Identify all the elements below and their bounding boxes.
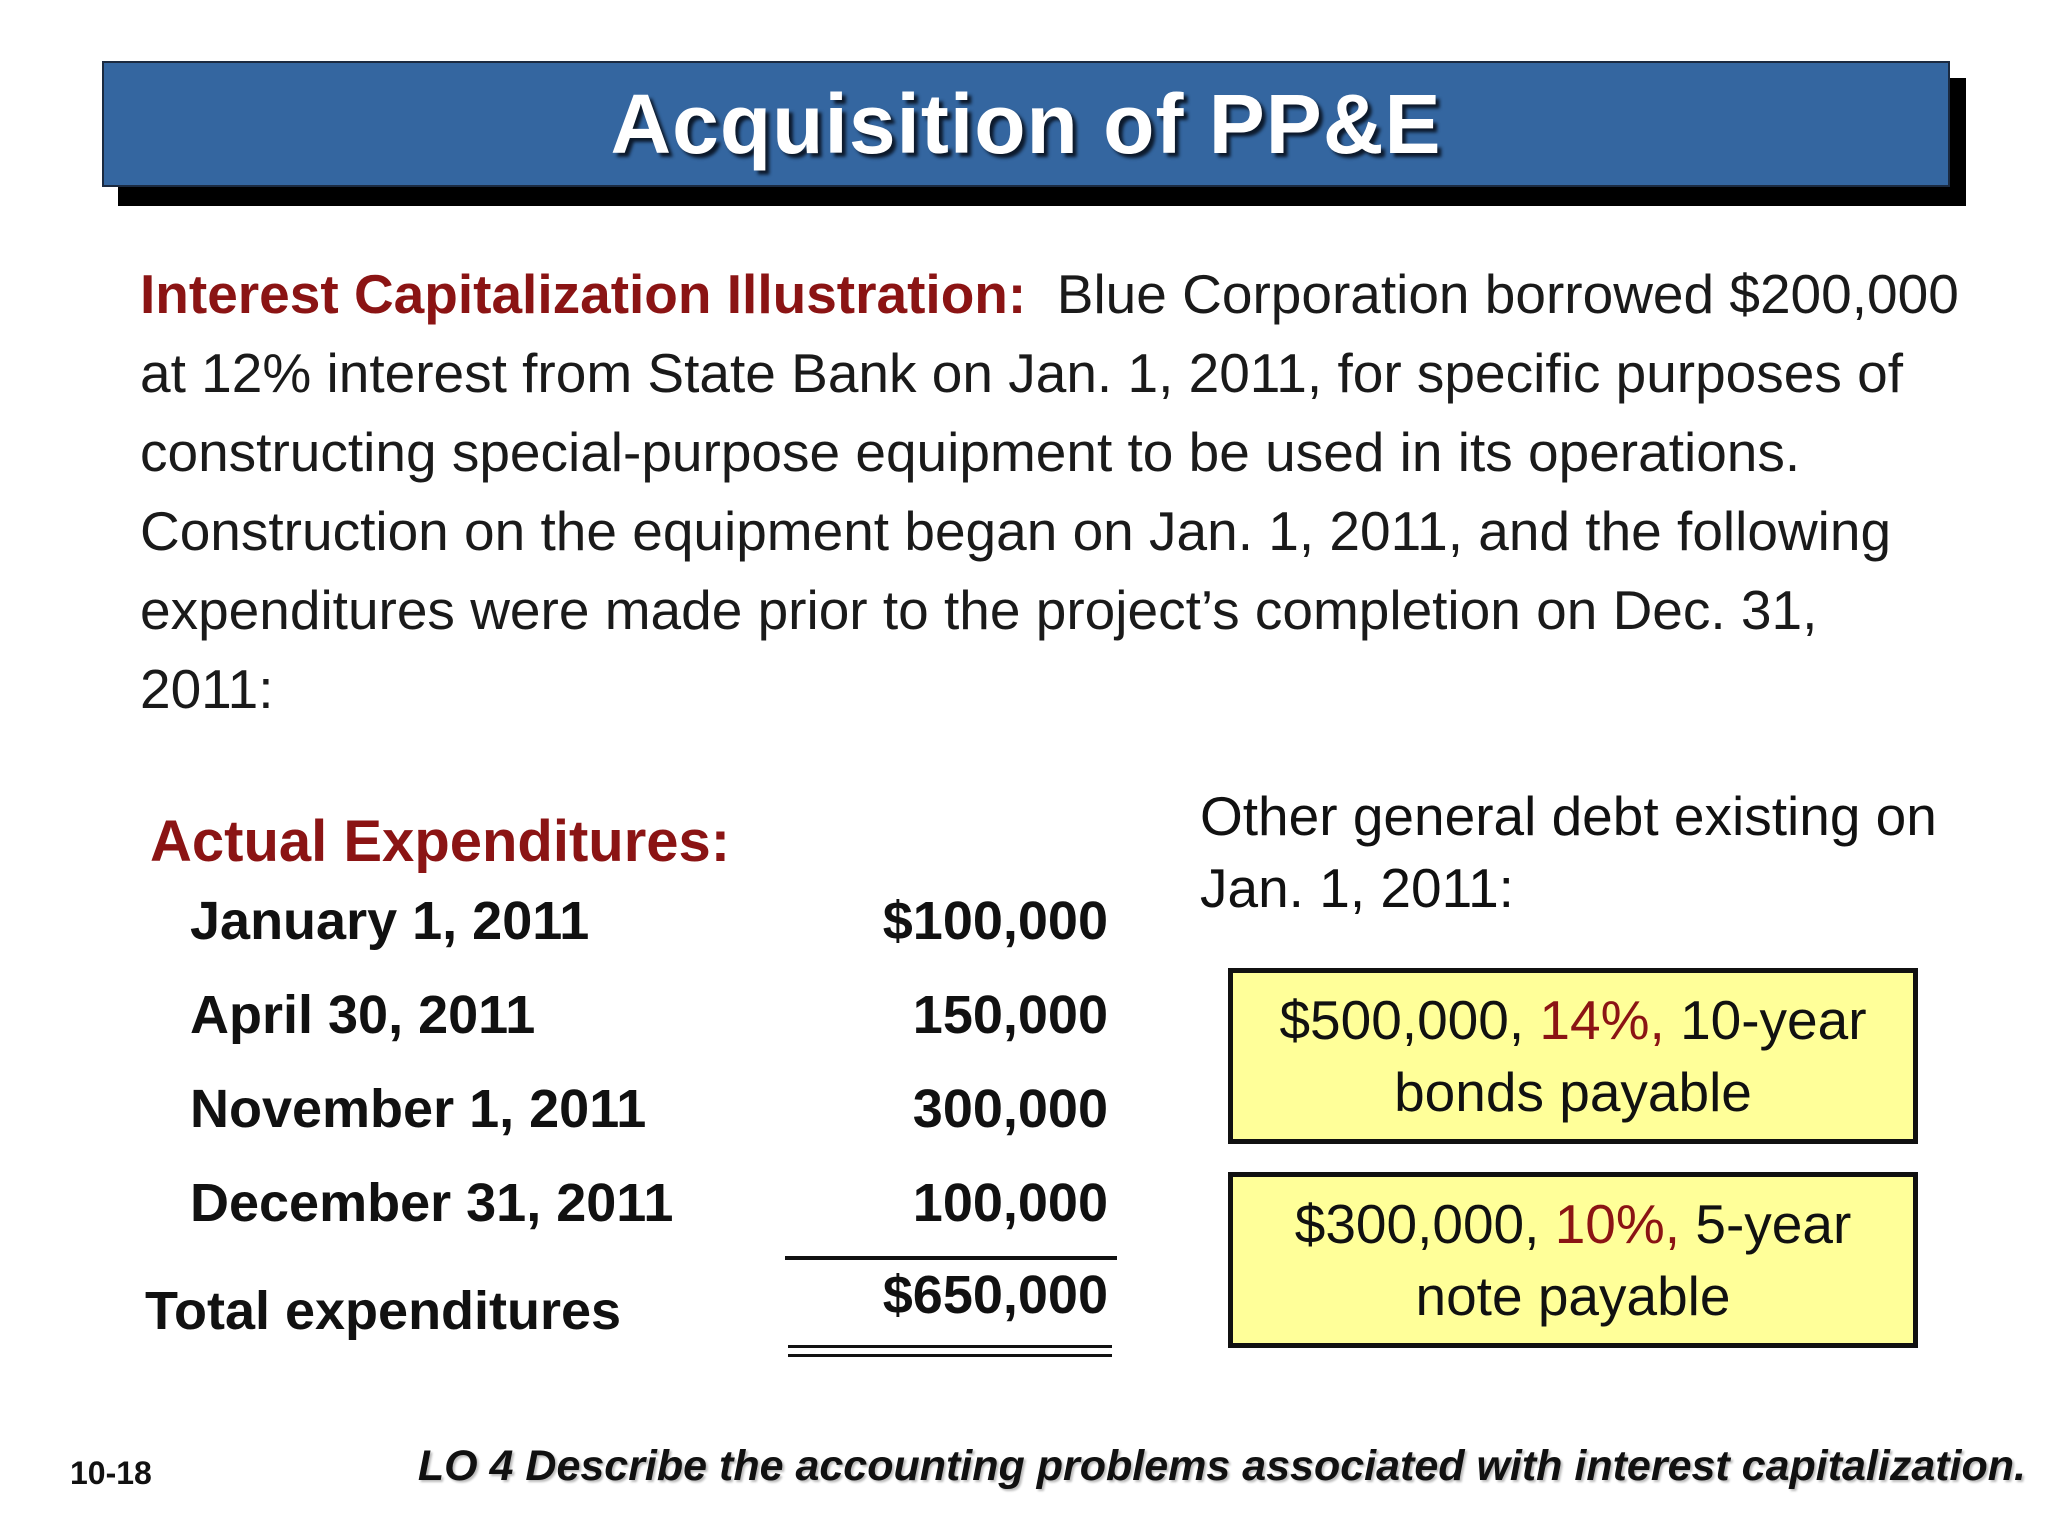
expenditure-row: [190, 1078, 1108, 1148]
subtotal-rule: [785, 1256, 1117, 1260]
debt-principal: $300,000,: [1294, 1193, 1540, 1255]
debt-type: note payable: [1415, 1265, 1731, 1327]
debt-line-1: [1233, 984, 1913, 1056]
debt-type: bonds payable: [1394, 1061, 1752, 1123]
title-banner: [102, 61, 1950, 187]
total-row: [145, 1265, 1108, 1350]
slide-number: 10-18: [70, 1455, 152, 1491]
expenditure-date: November 1, 2011: [190, 1079, 647, 1139]
total-double-rule: [788, 1345, 1112, 1357]
intro-text: Blue Corporation borrowed $200,000 at 12% interest from State Bank on Jan. 1, 2011, for specific purposes of constructing special-purpose equipment to be used in its operations. Construction on the equipment began on Jan. 1, 2011, and the following expenditures were made prior to the project’s completion on Dec. 31, 2011:: [140, 263, 1959, 720]
intro-heading: Interest Capitalization Illustration:: [140, 263, 1027, 325]
debt-box-bonds: [1228, 968, 1918, 1144]
expenditure-amount: $100,000: [882, 891, 1108, 951]
debt-line-1: [1233, 1188, 1913, 1260]
expenditure-date: December 31, 2011: [190, 1173, 674, 1233]
other-debt-heading: Other general debt existing on Jan. 1, 2011:: [1200, 785, 1937, 919]
expenditure-row: [190, 984, 1108, 1054]
expenditure-amount: 100,000: [912, 1173, 1108, 1233]
learning-objective: LO 4 Describe the accounting problems associated with interest capitalization.: [417, 1442, 2026, 1490]
total-label: Total expenditures: [145, 1281, 622, 1341]
expenditure-date: April 30, 2011: [190, 985, 536, 1045]
expenditure-row: [190, 1172, 1108, 1242]
expenditures-heading: Actual Expenditures:: [150, 809, 731, 874]
debt-rate: 10%,: [1554, 1193, 1681, 1255]
expenditure-amount: 150,000: [912, 985, 1108, 1045]
debt-rate: 14%,: [1539, 989, 1665, 1051]
total-amount: $650,000: [882, 1265, 1108, 1325]
expenditure-amount: 300,000: [912, 1079, 1108, 1139]
expenditure-row: [190, 890, 1108, 960]
slide-title: Acquisition of PP&E: [610, 76, 1442, 171]
debt-principal: $500,000,: [1279, 989, 1525, 1051]
debt-box-note: [1228, 1172, 1918, 1348]
intro-paragraph: [140, 255, 1960, 729]
debt-term: 5-year: [1695, 1193, 1852, 1255]
debt-term: 10-year: [1680, 989, 1867, 1051]
expenditure-date: January 1, 2011: [190, 891, 590, 951]
